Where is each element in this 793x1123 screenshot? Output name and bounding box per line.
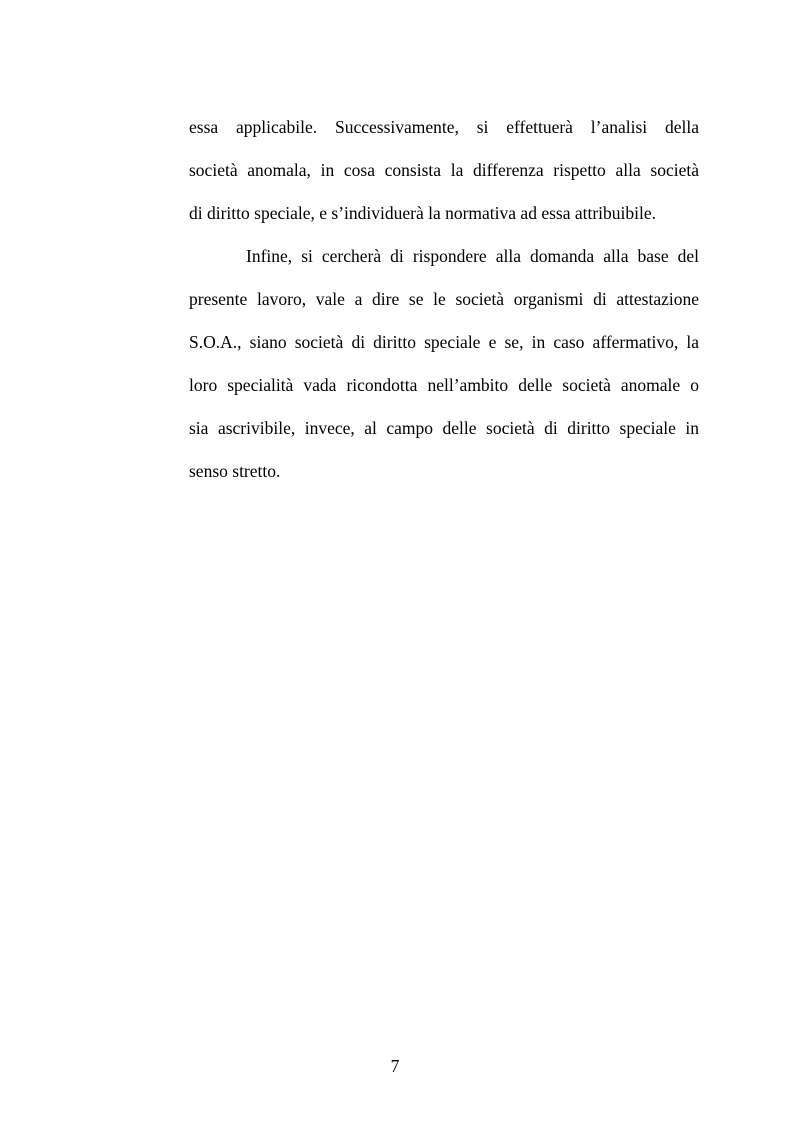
text-line: loro specialità vada ricondotta nell’ambito delle società anomale o — [189, 375, 699, 395]
page-number: 7 — [390, 1056, 400, 1076]
text-line: società anomala, in cosa consista la differenza rispetto alla società — [189, 160, 699, 180]
text-line: Infine, si cercherà di rispondere alla domanda alla base del — [246, 246, 699, 266]
text-line: senso stretto. — [189, 461, 281, 481]
text-line: sia ascrivibile, invece, al campo delle società di diritto speciale in — [189, 418, 699, 438]
text-line: di diritto speciale, e s’individuerà la normativa ad essa attribuibile. — [189, 203, 657, 223]
text-line: S.O.A., siano società di diritto speciale e se, in caso affermativo, la — [189, 332, 699, 352]
text-line: presente lavoro, vale a dire se le società organismi di attestazione — [189, 289, 699, 309]
text-line: essa applicabile. Successivamente, si effettuerà l’analisi della — [189, 117, 699, 137]
